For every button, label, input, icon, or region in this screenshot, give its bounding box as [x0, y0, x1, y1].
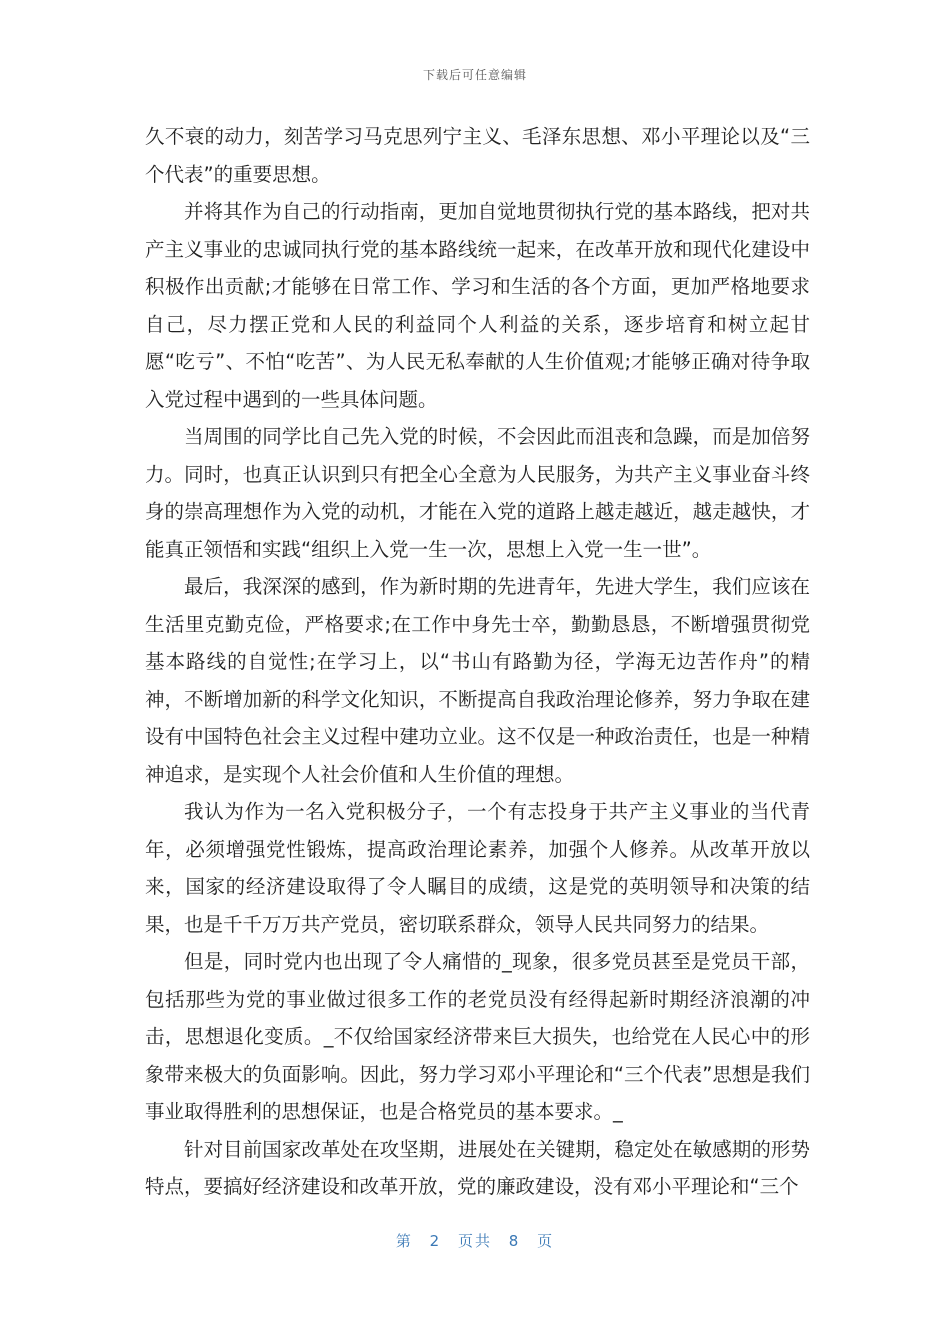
paragraph: 当周围的同学比自己先入党的时候，不会因此而沮丧和急躁，而是加倍努力。同时，也真正认识到只有把全心全意为人民服务，为共产主义事业奋斗终身的崇高理想作为入党的动机，才能在入党的道路上越走越近，越走越快，才能真正领悟和实践“组织上入党一生一次，思想上入党一生一世”。: [145, 425, 810, 561]
paragraph-continued: 久不衰的动力，刻苦学习马克思列宁主义、毛泽东思想、邓小平理论以及“三个代表”的重要思想。: [145, 125, 810, 186]
footer-middle: 页共: [457, 1232, 492, 1250]
paragraph: 我认为作为一名入党积极分子，一个有志投身于共产主义事业的当代青年，必须增强党性锻炼，提高政治理论素养，加强个人修养。从改革开放以来，国家的经济建设取得了令人瞩目的成绩，这是党的英明领导和决策的结果，也是千千万万共产党员，密切联系群众，领导人民共同努力的结果。: [145, 800, 810, 936]
page-footer: [0, 1230, 950, 1251]
footer-suffix: 页: [537, 1232, 555, 1250]
page-header-note: 下载后可任意编辑: [422, 68, 527, 82]
paragraph: 并将其作为自己的行动指南，更加自觉地贯彻执行党的基本路线，把对共产主义事业的忠诚同执行党的基本路线统一起来，在改革开放和现代化建设中积极作出贡献;才能够在日常工作、学习和生活的各个方面，更加严格地要求自己，尽力摆正党和人民的利益同个人利益的关系，逐步培育和树立起甘愿“吃亏”、不怕“吃苦”、为人民无私奉献的人生价值观;才能够正确对待争取入党过程中遇到的一些具体问题。: [145, 200, 810, 411]
paragraph: 但是，同时党内也出现了令人痛惜的_现象，很多党员甚至是党员干部，包括那些为党的事业做过很多工作的老党员没有经得起新时期经济浪潮的冲击，思想退化变质。_不仅给国家经济带来巨大损失，也给党在人民心中的形象带来极大的负面影响。因此，努力学习邓小平理论和“三个代表”思想是我们事业取得胜利的思想保证，也是合格党员的基本要求。_: [145, 950, 810, 1123]
footer-prefix: 第: [395, 1232, 413, 1250]
current-page-number: 2: [429, 1232, 442, 1250]
paragraph: 最后，我深深的感到，作为新时期的先进青年，先进大学生，我们应该在生活里克勤克俭，严格要求;在工作中身先士卒，勤勤恳恳，不断增强贯彻党基本路线的自觉性;在学习上，以“书山有路勤为径，学海无边苦作舟”的精神，不断增加新的科学文化知识，不断提高自我政治理论修养，努力争取在建设有中国特色社会主义过程中建功立业。这不仅是一种政治责任，也是一种精神追求，是实现个人社会价值和人生价值的理想。: [145, 575, 810, 786]
document-body: [145, 118, 810, 1206]
paragraph: 针对目前国家改革处在攻坚期，进展处在关键期，稳定处在敏感期的形势特点，要搞好经济建设和改革开放，党的廉政建设，没有邓小平理论和“三个: [145, 1137, 810, 1198]
total-page-count: 8: [508, 1232, 521, 1250]
